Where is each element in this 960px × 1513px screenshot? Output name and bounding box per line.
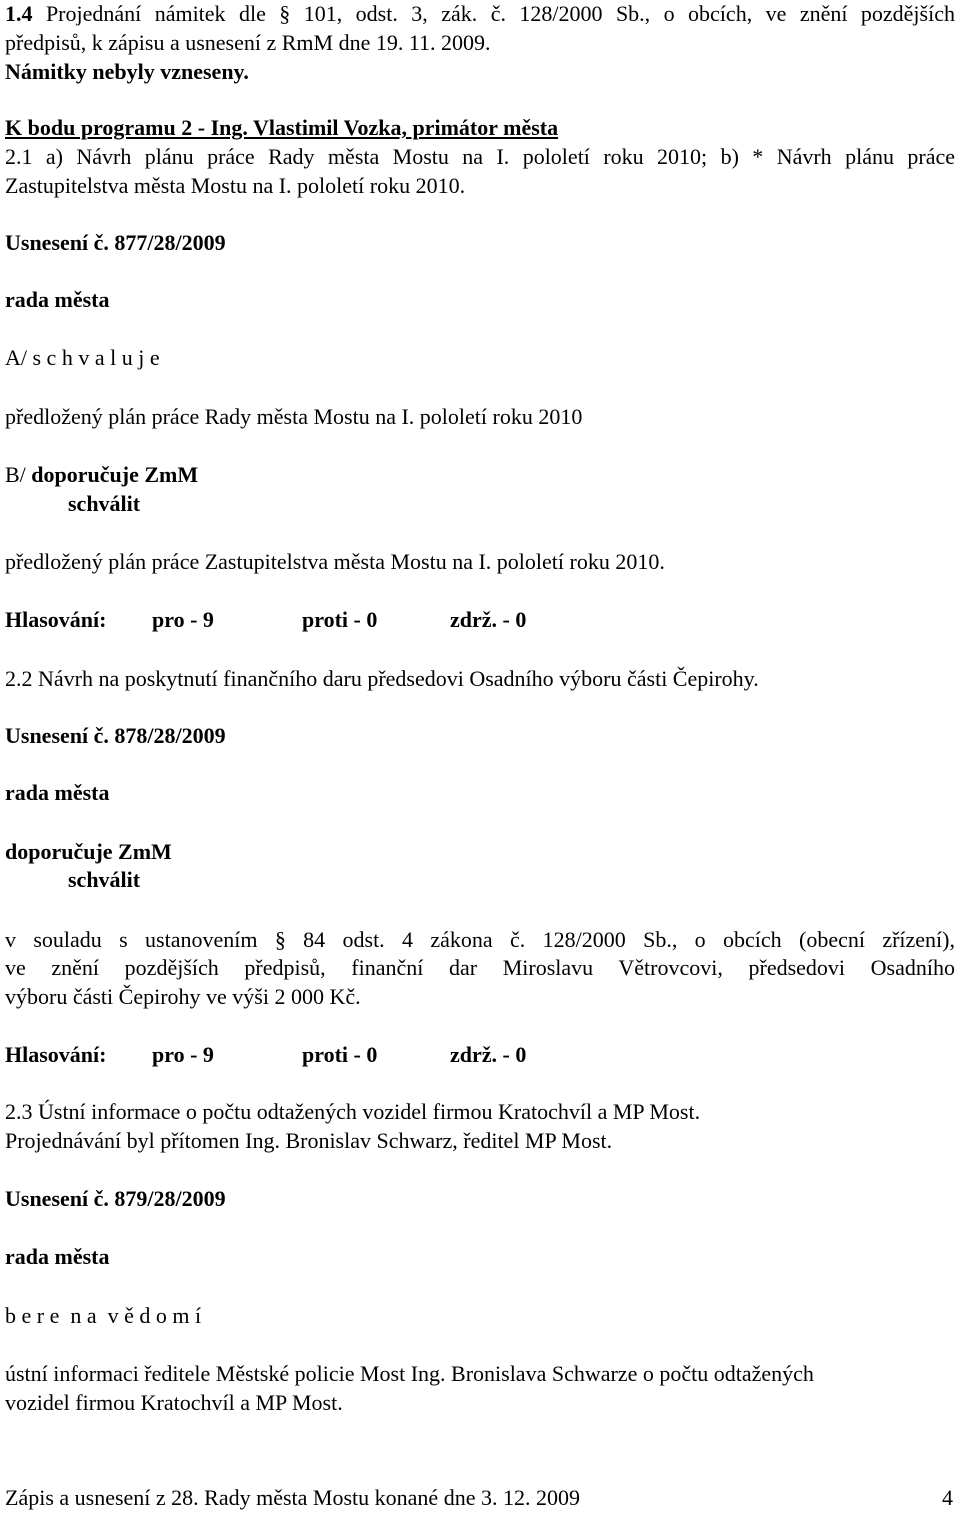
s22-body: rada města bbox=[5, 780, 110, 805]
s21-b-label bbox=[5, 462, 198, 488]
s14-text: Projednání námitek dle § 101, odst. 3, zák. č. 128/2000 Sb., o obcích, ve znění pozdějších bbox=[45, 1, 955, 26]
s22-text1: v souladu s ustanovením § 84 odst. 4 zákona č. 128/2000 Sb., o obcích (obecní zřízení), bbox=[5, 927, 955, 952]
s21-a-label: A/ s c h v a l u j e bbox=[5, 345, 160, 370]
vote-label: Hlasování: bbox=[5, 1042, 107, 1067]
s14-line1 bbox=[5, 1, 955, 27]
s21-title-line1: 2.1 a) Návrh plánu práce Rady města Mostu na I. pololetí roku 2010; b) * Návrh plánu práce bbox=[5, 144, 955, 169]
s22-title: 2.2 Návrh na poskytnutí finančního daru předsedovi Osadního výboru části Čepirohy. bbox=[5, 666, 759, 691]
s23-text2: vozidel firmou Kratochvíl a MP Most. bbox=[5, 1390, 343, 1415]
s23-label: b e r e n a v ě d o m í bbox=[5, 1303, 202, 1328]
s21-b-prefix: B/ bbox=[5, 462, 26, 487]
s23-text1: ústní informaci ředitele Městské policie Most Ing. Bronislava Schwarze o počtu odtažených bbox=[5, 1361, 814, 1386]
s22-label2: schválit bbox=[68, 867, 141, 892]
s22-text2: ve znění pozdějších předpisů, finanční dar Miroslavu Větrovcovi, předsedovi Osadního bbox=[5, 955, 955, 980]
vote-label: Hlasování: bbox=[5, 607, 107, 632]
s23-note: Projednávání byl přítomen Ing. Bronislav Schwarz, ředitel MP Most. bbox=[5, 1128, 613, 1153]
s23-resolution: Usnesení č. 879/28/2009 bbox=[5, 1186, 226, 1211]
s22-vote bbox=[5, 1042, 960, 1068]
vote-proti: proti - 0 bbox=[302, 1042, 378, 1067]
s14-number: 1.4 bbox=[5, 1, 33, 26]
s22-resolution: Usnesení č. 878/28/2009 bbox=[5, 723, 226, 748]
s21-vote bbox=[5, 607, 960, 633]
s21-b-label2: schválit bbox=[68, 491, 141, 516]
s22-text3: výboru části Čepirohy ve výši 2 000 Kč. bbox=[5, 984, 361, 1009]
vote-pro: pro - 9 bbox=[152, 607, 214, 632]
page-number: 4 bbox=[942, 1485, 953, 1510]
s14-line2: předpisů, k zápisu a usnesení z RmM dne 19. 11. 2009. bbox=[5, 30, 491, 55]
s21-a-text: předložený plán práce Rady města Mostu na I. pololetí roku 2010 bbox=[5, 404, 583, 429]
s21-resolution: Usnesení č. 877/28/2009 bbox=[5, 230, 226, 255]
vote-abstain: zdrž. - 0 bbox=[450, 607, 527, 632]
s23-body: rada města bbox=[5, 1244, 110, 1269]
s21-body: rada města bbox=[5, 287, 110, 312]
s21-b-recommends: doporučuje ZmM bbox=[31, 462, 199, 487]
vote-abstain: zdrž. - 0 bbox=[450, 1042, 527, 1067]
s22-label: doporučuje ZmM bbox=[5, 839, 172, 864]
s14-result: Námitky nebyly vzneseny. bbox=[5, 59, 249, 84]
program-heading: K bodu programu 2 - Ing. Vlastimil Vozka, primátor města bbox=[5, 115, 559, 140]
s23-title: 2.3 Ústní informace o počtu odtažených vozidel firmou Kratochvíl a MP Most. bbox=[5, 1099, 701, 1124]
s21-title-line2: Zastupitelstva města Mostu na I. pololetí roku 2010. bbox=[5, 173, 466, 198]
footer-text: Zápis a usnesení z 28. Rady města Mostu konané dne 3. 12. 2009 bbox=[5, 1485, 580, 1510]
s21-b-text: předložený plán práce Zastupitelstva města Mostu na I. pololetí roku 2010. bbox=[5, 549, 665, 574]
vote-pro: pro - 9 bbox=[152, 1042, 214, 1067]
vote-proti: proti - 0 bbox=[302, 607, 378, 632]
